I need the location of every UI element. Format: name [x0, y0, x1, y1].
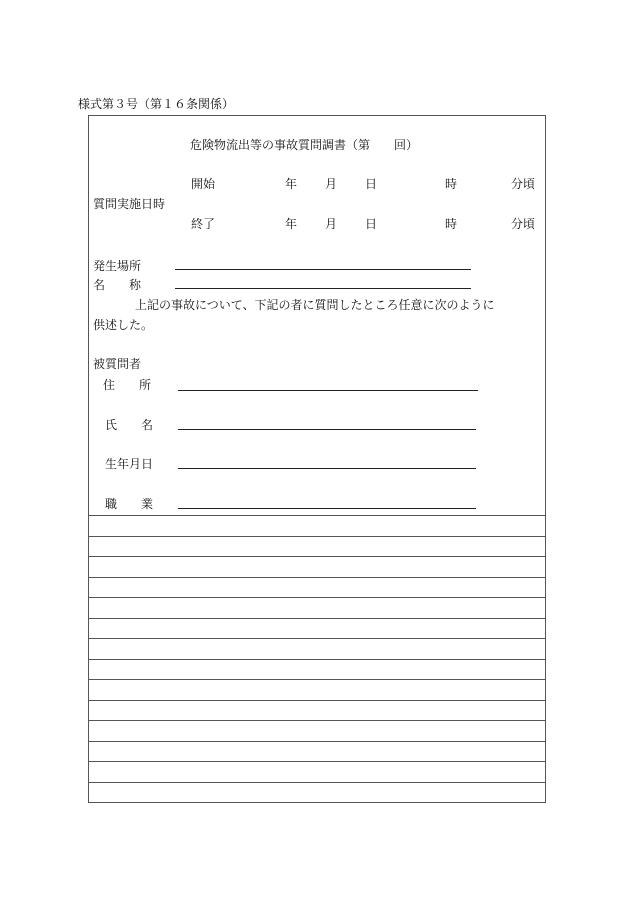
- respondent-name-blank-line: [178, 429, 476, 430]
- birthdate-label: 生年月日: [105, 457, 154, 471]
- address-label: 住 所: [103, 378, 152, 392]
- datetime-label: 質問実施日時: [93, 197, 166, 211]
- start-hour-unit: 時: [445, 177, 458, 191]
- facility-name-blank-line: [175, 288, 471, 289]
- ruled-line: [88, 679, 546, 680]
- start-minute-unit: 分頃: [511, 177, 536, 191]
- start-label: 開始: [191, 177, 216, 191]
- statement-line-1: 上記の事故について、下記の者に質問したところ任意に次のように: [135, 298, 495, 312]
- ruled-line: [88, 741, 546, 742]
- address-blank-line: [178, 390, 478, 391]
- ruled-line: [88, 659, 546, 660]
- ruled-line: [88, 597, 546, 598]
- ruled-line: [88, 556, 546, 557]
- ruled-line: [88, 638, 546, 639]
- ruled-line: [88, 536, 546, 537]
- place-blank-line: [175, 269, 471, 270]
- start-month-unit: 月: [325, 177, 338, 191]
- facility-name-label: 名 称: [93, 278, 142, 292]
- respondent-header: 被質問者: [93, 357, 142, 371]
- end-month-unit: 月: [325, 217, 338, 231]
- end-hour-unit: 時: [445, 217, 458, 231]
- place-label: 発生場所: [93, 259, 142, 273]
- respondent-name-label: 氏 名: [105, 418, 154, 432]
- birthdate-blank-line: [178, 468, 476, 469]
- ruled-line: [88, 782, 546, 783]
- form-number-label: 様式第３号（第１６条関係）: [78, 97, 235, 111]
- occupation-label: 職 業: [105, 497, 154, 511]
- end-label: 終了: [191, 217, 216, 231]
- start-year-unit: 年: [285, 177, 298, 191]
- end-year-unit: 年: [285, 217, 298, 231]
- ruled-line: [88, 700, 546, 701]
- end-day-unit: 日: [365, 217, 378, 231]
- start-day-unit: 日: [365, 177, 378, 191]
- ruled-line: [88, 720, 546, 721]
- ruled-line: [88, 618, 546, 619]
- statement-line-2: 供述した。: [93, 318, 154, 332]
- end-minute-unit: 分頃: [511, 217, 536, 231]
- document-title: 危険物流出等の事故質問調書（第 回）: [190, 138, 419, 152]
- ruled-line: [88, 761, 546, 762]
- ruled-line: [88, 577, 546, 578]
- occupation-blank-line: [178, 508, 476, 509]
- ruled-line: [88, 515, 546, 516]
